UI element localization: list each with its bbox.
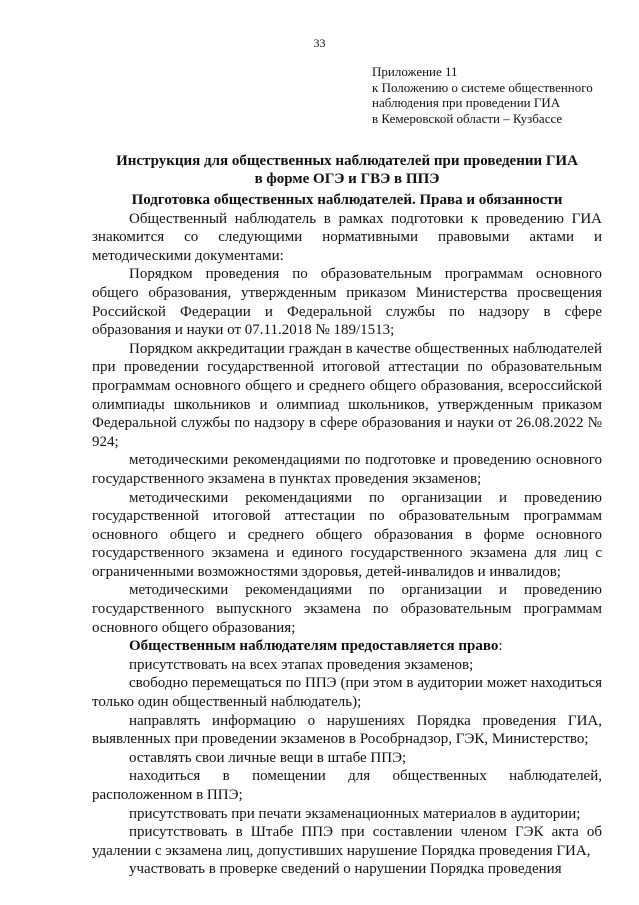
- right-item-room: находиться в помещении для общественных наблюдателей, расположенном в ППЭ;: [92, 768, 602, 803]
- paragraph-gve-recommendations: методическими рекомендациями по организации и проведению государственного выпускного экзамена по образовательным программам основного общего образования;: [92, 582, 602, 636]
- right-item-attend: присутствовать на всех этапах проведения экзаменов;: [129, 656, 474, 673]
- appendix-note: [372, 64, 622, 126]
- paragraph-oge-recommendations: методическими рекомендациями по подготовке и проведению основного государственного экзамена в пунктах проведения экзаменов;: [92, 452, 602, 487]
- paragraph-intro: Общественный наблюдатель в рамках подготовки к проведению ГИА знакомится со следующими нормативными правовыми актами и методическими документами:: [92, 210, 602, 264]
- paragraph-procedure: Порядком проведения по образовательным программам основного общего образования, утвержденным приказом Министерства просвещения Российской Федерации и Федеральной службы по надзору в сфере образования и науки от 07.11.2018 № 189/1513;: [92, 266, 602, 339]
- appendix-line-1: Приложение 11: [372, 64, 458, 79]
- document-title: [92, 152, 602, 188]
- document-body: [92, 191, 602, 879]
- right-item-report: направлять информацию о нарушениях Порядка проведения ГИА, выявленных при проведении экзаменов в Рособрнадзор, ГЭК, Министерство;: [92, 712, 602, 748]
- right-item-belongings: оставлять свои личные вещи в штабе ППЭ;: [129, 749, 407, 766]
- appendix-line-4: в Кемеровской области – Кузбассе: [372, 110, 563, 126]
- paragraph-ovz-recommendations: методическими рекомендациями по организации и проведению государственной итоговой аттестации по образовательным программам основного общего и среднего общего образования в форме основного государственного экзамена и единого государственного экзамена для лиц с ограниченными возможностями здоровья, детей-инвалидов и инвалидов;: [92, 489, 602, 580]
- rights-heading: Общественным наблюдателям предоставляется право: [129, 638, 499, 655]
- appendix-line-3: наблюдения при проведении ГИА: [372, 95, 561, 110]
- page-number: 33: [313, 36, 326, 50]
- appendix-line-2: к Положению о системе общественного: [372, 79, 593, 95]
- right-item-move: свободно перемещаться по ППЭ (при этом в аудитории может находиться только один общественный наблюдатель);: [92, 675, 602, 711]
- right-item-removal-act: присутствовать в Штабе ППЭ при составлении членом ГЭК акта об удалении с экзамена лиц, допустивших нарушение Порядка проведения ГИА,: [92, 824, 602, 859]
- right-item-printing: присутствовать при печати экзаменационных материалов в аудитории;: [129, 805, 581, 822]
- rights-heading-colon: :: [498, 638, 503, 655]
- title-line-1: Инструкция для общественных наблюдателей при проведении ГИА: [116, 153, 578, 169]
- title-line-2: в форме ОГЭ и ГВЭ в ППЭ: [254, 171, 440, 187]
- section-heading: Подготовка общественных наблюдателей. Права и обязанности: [131, 192, 563, 208]
- right-item-verification: участвовать в проверке сведений о нарушении Порядка проведения: [129, 861, 562, 878]
- paragraph-accreditation: Порядком аккредитации граждан в качестве общественных наблюдателей при проведении государственной итоговой аттестации по образовательным программам основного общего и среднего общего образования, всероссийской олимпиады школьников и олимпиад школьников, утвержденным приказом Федеральной службы по надзору в сфере образования и науки от 26.08.2022 № 924;: [92, 340, 602, 450]
- rights-heading-line: [92, 637, 602, 656]
